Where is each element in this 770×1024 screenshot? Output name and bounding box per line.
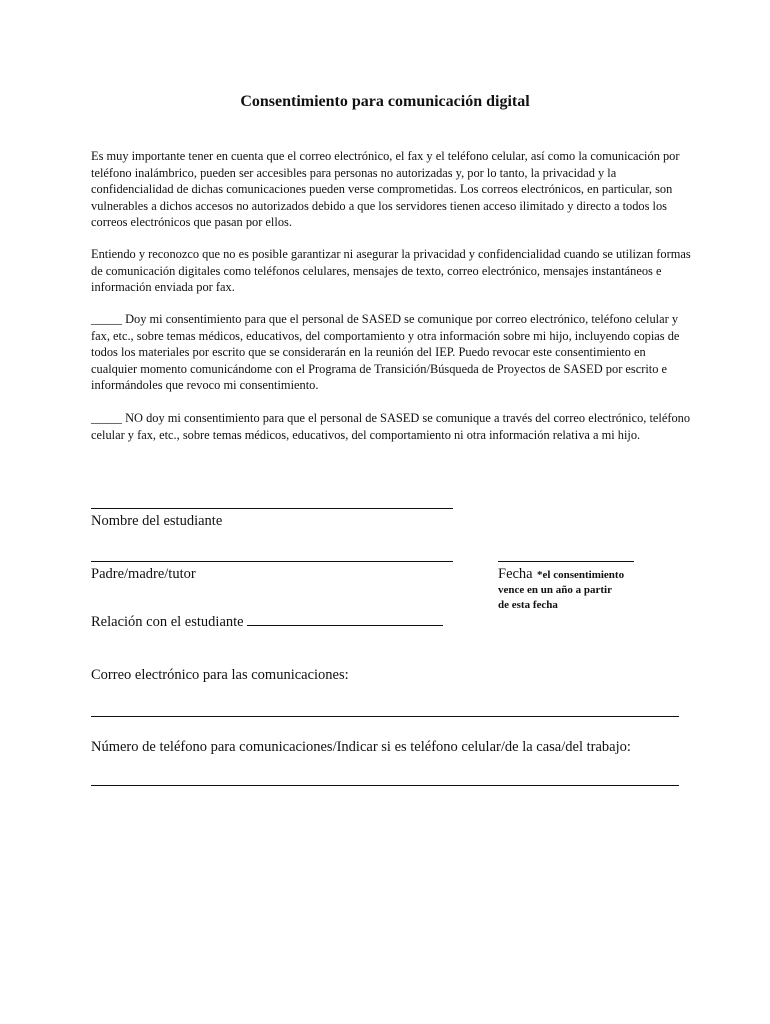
consent-no-paragraph: [91, 410, 691, 443]
privacy-warning-paragraph: Es muy importante tener en cuenta que el correo electrónico, el fax y el teléfono celular, así como la comunicación por teléfono inalámbrico, pueden ser accesibles para personas no autorizadas y, por lo tanto, la privacidad y la confidencialidad de dichas comunicaciones pueden verse comprometidas. Los correos electrónicos, en particular, son vulnerables a dichos accesos no autorizados debido a que los servidores tienen acceso ilimitado y directo a todos los correos electrónicos que pasan por ellos.: [91, 149, 680, 229]
relation-row: [91, 613, 443, 631]
date-note-line-2: vence en un año a partir: [498, 584, 612, 596]
date-label-block: [498, 565, 533, 583]
date-label: Fecha: [498, 566, 533, 582]
email-label: Correo electrónico para las comunicaciones:: [91, 667, 349, 683]
date-note-line-3: de esta fecha: [498, 599, 558, 611]
consent-yes-text: Doy mi consentimiento para que el personal de SASED se comunique por correo electrónico, teléfono celular y fax, etc., sobre temas médicos, educativos, del comportamiento y otra información sobre mi hijo, incluyendo copias de todos los materiales por escrito que se considerarán en la reunión del IEP. Puedo revocar este consentimiento en cualquier momento comunicándome con el Programa de Transición/Búsqueda de Proyectos de SASED por escrito e informándoles que revoco mi consentimiento.: [91, 312, 680, 392]
consent-yes-paragraph: [91, 311, 691, 394]
relation-label: Relación con el estudiante: [91, 614, 244, 630]
student-name-line[interactable]: [91, 508, 453, 509]
parent-signature-line[interactable]: [91, 561, 453, 562]
relation-line[interactable]: [247, 613, 443, 626]
phone-line[interactable]: [91, 785, 679, 786]
acknowledgement-paragraph: Entiendo y reconozco que no es posible garantizar ni asegurar la privacidad y confidencialidad cuando se utilizan formas de comunicación digitales como teléfonos celulares, mensajes de texto, correo electrónico, mensajes instantáneos e información enviada por fax.: [91, 247, 691, 294]
document-title: Consentimiento para comunicación digital: [240, 93, 530, 110]
student-name-label: Nombre del estudiante: [91, 513, 223, 529]
date-line[interactable]: [498, 561, 634, 562]
consent-no-text: NO doy mi consentimiento para que el personal de SASED se comunique a través del correo electrónico, teléfono celular y fax, etc., sobre temas médicos, educativos, del comportamiento ni otra información relativa a mi hijo.: [91, 411, 691, 442]
parent-label: Padre/madre/tutor: [91, 566, 196, 582]
email-line[interactable]: [91, 716, 679, 717]
consent-no-blank[interactable]: _____: [91, 411, 122, 425]
date-note: [537, 568, 624, 583]
phone-label: Número de teléfono para comunicaciones/Indicar si es teléfono celular/de la casa/del trabajo:: [91, 739, 631, 755]
date-note-line-1: *el consentimiento: [537, 569, 625, 581]
date-note-continued: [498, 583, 612, 613]
consent-yes-blank[interactable]: _____: [91, 312, 122, 326]
